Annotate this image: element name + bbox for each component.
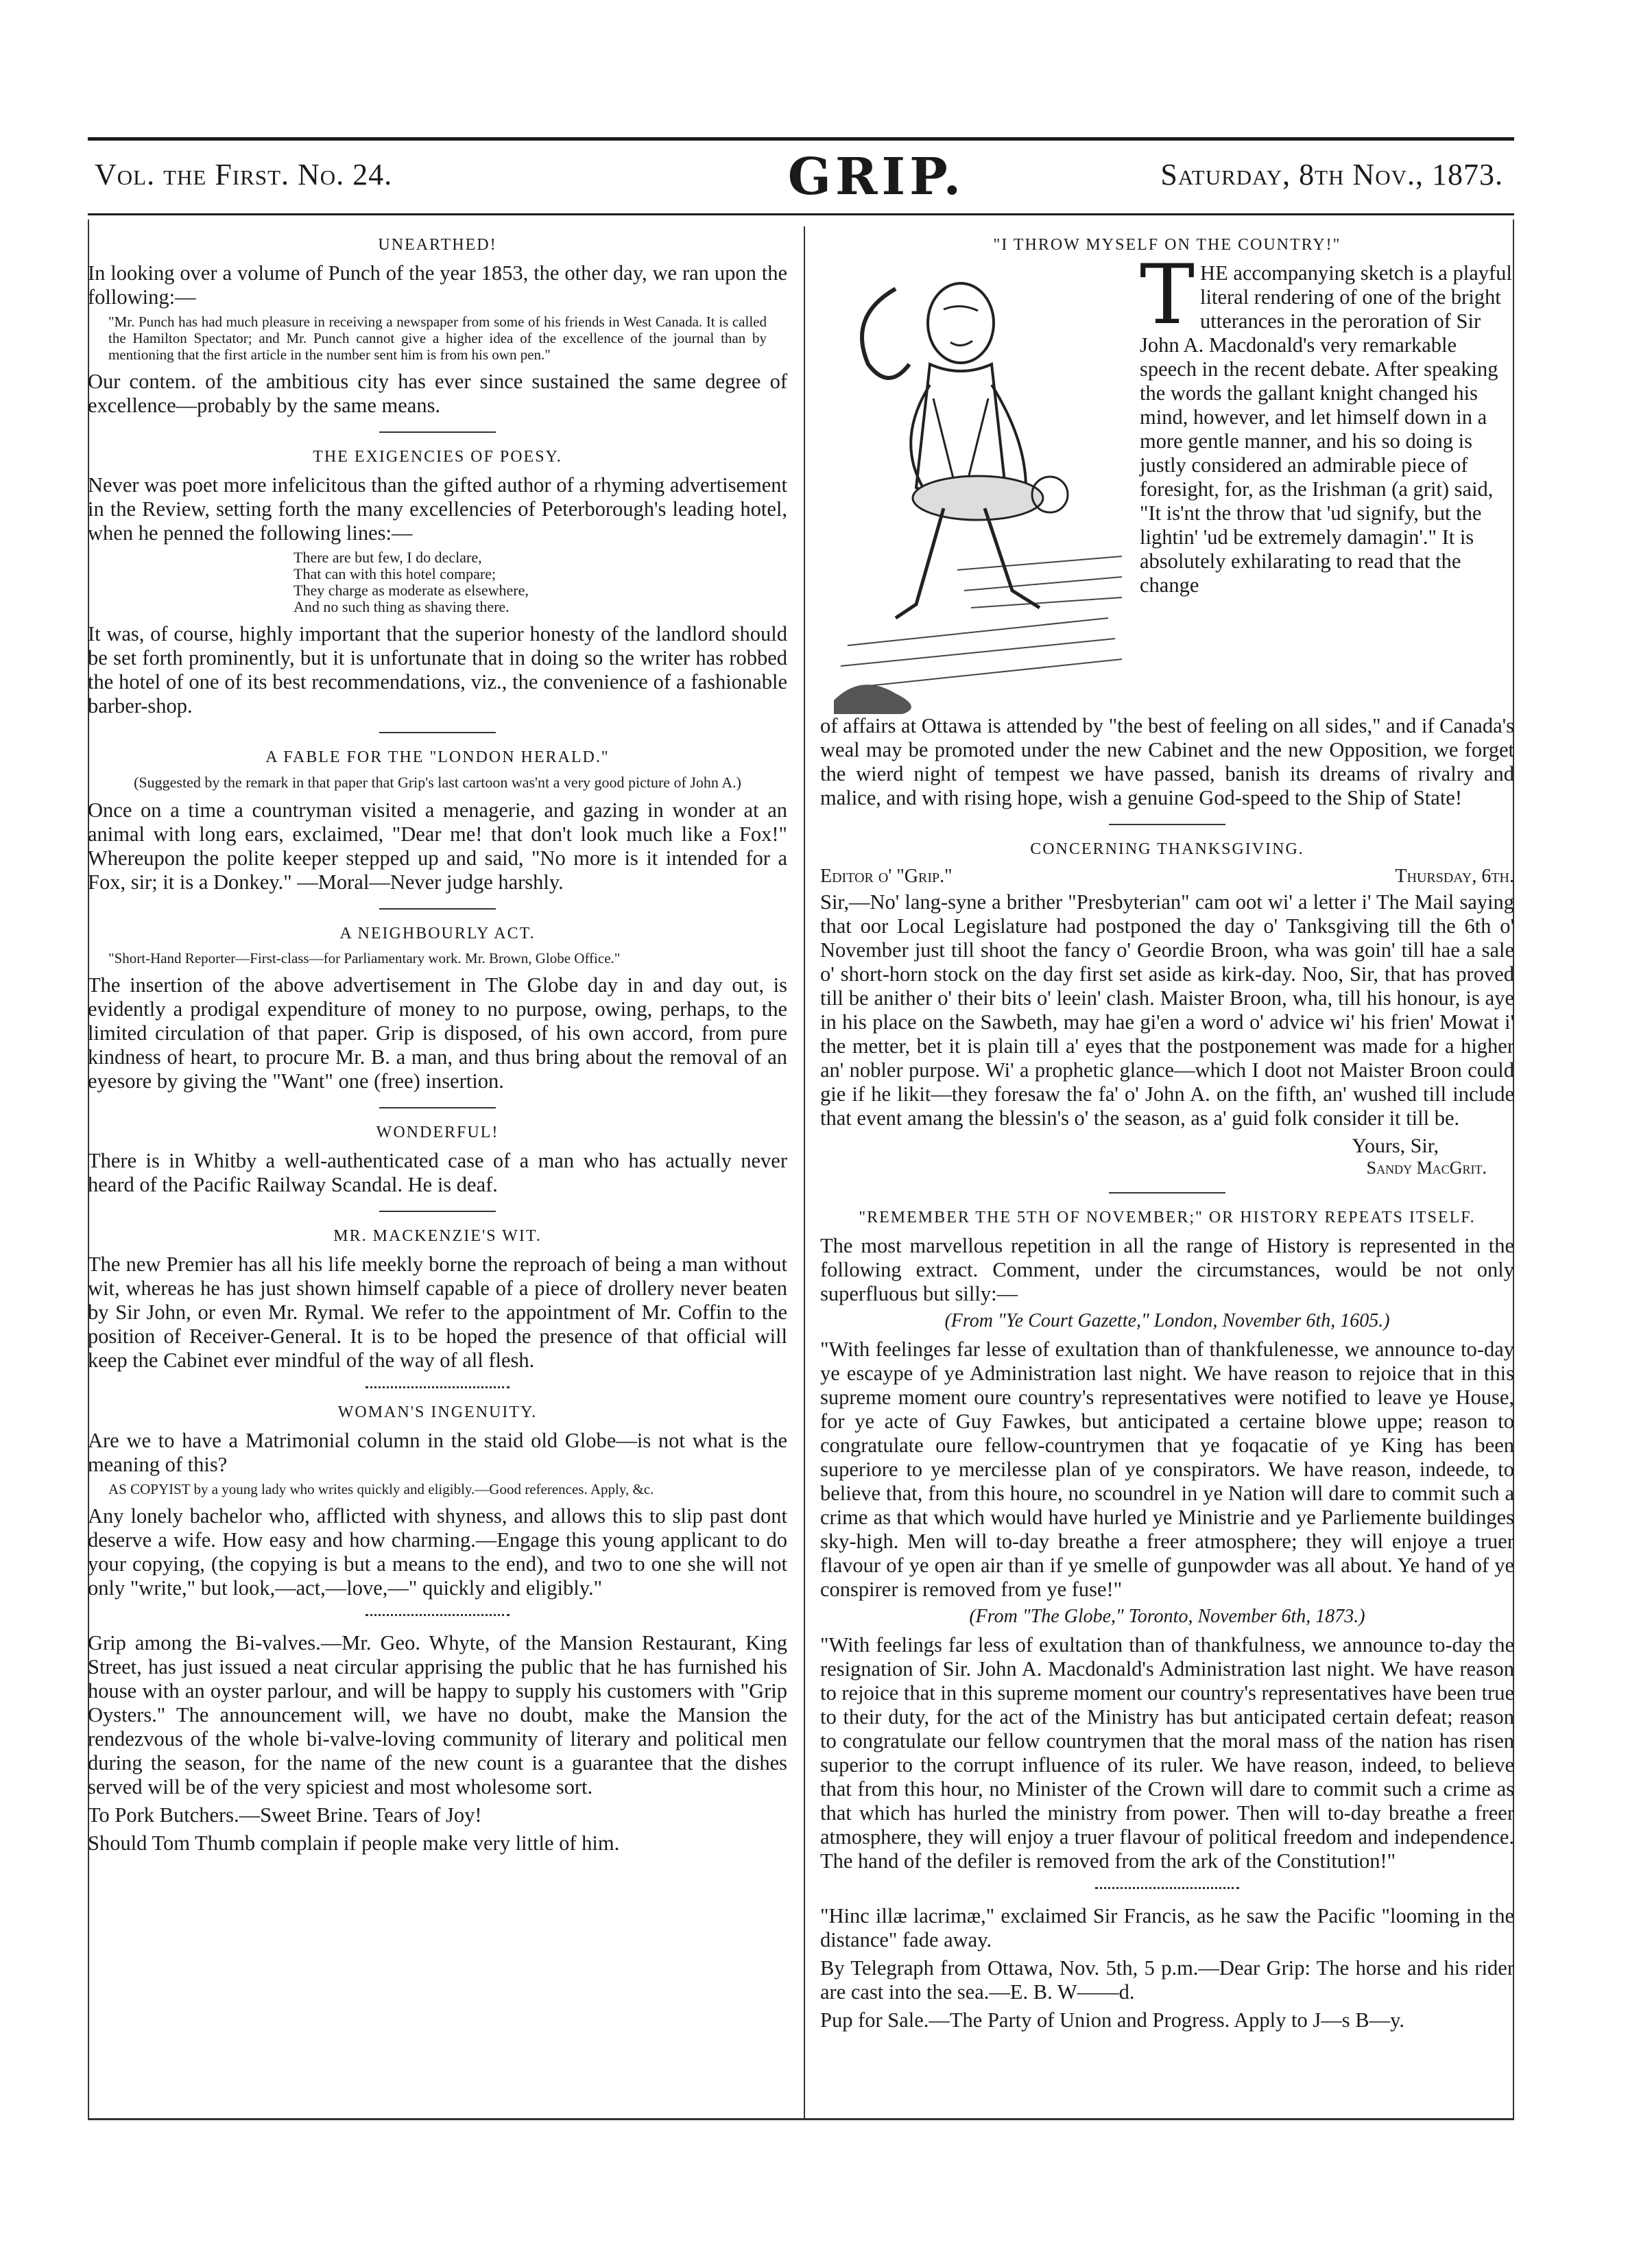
section-divider <box>379 1107 496 1108</box>
quoted-passage: "Mr. Punch has had much pleasure in receiving a newspaper from some of his friends in West Canada. It is called the Hamilton Spectator; and Mr. Punch cannot give a higher idea of the excellence of the journal than by mentioning that the first article in the number sent him is from his own pen." <box>108 313 767 363</box>
article-heading: WONDERFUL! <box>376 1124 499 1141</box>
article-exigencies <box>88 448 787 718</box>
article-paragraph: Sir,—No' lang-syne a brither "Presbyterian" cam oot wi' a letter i' The Mail saying that oor Local Legislature had postponed the day o' Tanksgiving till the 6th o' November just till shoot the fancy o' Geordie Broon, wha was goin' till hae a sale o' short-horn stock on the day first set aside as kirk-day. Noo, Sir, that has proved till be anither o' their bits o' leein' clash. Maister Broon, wha, till his honour, is aye in his place on the Sawbeth, may hae gi'en a word o' advice wi' his frien' Mowat i' the metter, bet it is plain till a' eyes that the postponement was made for a higher an' nobler purpose. Wi' a prophetic glance—which I doot not Maister Broon could gie if he likit—they foresaw the fa' o' John A. on the fifth, an' wushed till include that event amang the blessin's o' the season, as a' guid folk consider it till be. <box>820 890 1514 1130</box>
article-paragraph: In looking over a volume of Punch of the year 1853, the other day, we ran upon the following:— <box>88 261 787 309</box>
article-paragraph: Any lonely bachelor who, afflicted with shyness, and allows this to slip past dont deserve a wife. How easy and how charming.—Engage this young applicant to do your copying, (the copying is but a means to the end), and two to one she will not only "write," but look,—act,—love,—" quickly and eligibly." <box>88 1504 787 1600</box>
left-column <box>88 236 787 1860</box>
article-paragraph: Should Tom Thumb complain if people make very little of him. <box>88 1831 620 1855</box>
illustration-side-text <box>1140 248 1514 602</box>
letter-date: Thursday, 6th. <box>1395 866 1514 887</box>
article-paragraph: "With feelings far less of exultation than of thankfulness, we announce to-day the resignation of Sir. John A. Macdonald's Administration last night. We have reason to rejoice that in this supreme moment our country's representatives have been true to their duty, for the act of the Ministry has but anticipated certain defeat; reason to congratulate our fellow countrymen that the moral mass of the nation has risen superior to the corrupt influence of its ruler. We have reason, indeed, to believe that from this hour, no Minister of the Crown will dare to commit such a crime as that which has hurled the ministry from power. Then will to-day breathe a freer atmosphere, they will enjoy a truer flavour of political freedom and independence. The hand of the defiler is removed from the ark of the Constitution!" <box>820 1633 1514 1873</box>
masthead <box>88 137 1514 215</box>
extract-source: (From "The Globe," Toronto, November 6th, 1873.) <box>969 1606 1365 1627</box>
article-subheading: (Suggested by the remark in that paper that Grip's last cartoon was'nt a very good picture of John A.) <box>134 774 741 791</box>
section-divider <box>379 1211 496 1212</box>
section-divider <box>366 1614 510 1616</box>
section-divider <box>1095 1887 1239 1889</box>
article-fable <box>88 748 787 894</box>
article-throw <box>820 236 1514 810</box>
section-divider <box>379 732 496 733</box>
article-heading: A NEIGHBOURLY ACT. <box>339 925 536 942</box>
article-heading: A FABLE FOR THE "LONDON HERALD." <box>265 748 610 766</box>
article-paragraph: "Hinc illæ lacrimæ," exclaimed Sir Francis, as he saw the Pacific "looming in the distance" fade away. <box>820 1904 1514 1951</box>
article-paragraph: Grip among the Bi-valves.—Mr. Geo. Whyte, of the Mansion Restaurant, King Street, has just issued a neat circular apprising the public that he has furnished his house with an oyster parlour, and will be happy to supply his customers with "Grip Oysters." The announcement will, we have no doubt, make the Mansion the rendezvous of the whole bi-valve-loving community of literary and political men during the season, for the name of the new count is a guarantee that the dishes served will be of the very spiciest and most wholesome sort. <box>88 1631 787 1799</box>
letter-addressee: Editor o' "Grip." <box>820 866 953 887</box>
verse-line: They charge as moderate as elsewhere, <box>294 582 529 599</box>
article-paragraph: Pup for Sale.—The Party of Union and Progress. Apply to J—s B—y. <box>820 2008 1404 2032</box>
article-remember <box>820 1209 1514 1873</box>
article-paragraph: The new Premier has all his life meekly borne the reproach of being a man without wit, whereas he has just shown himself capable of a piece of drollery never beaten by Sir John, or even Mr. Rymal. We refer to the appointment of Mr. Coffin to the position of Receiver-General. It is to be hoped the presence of that official will keep the Cabinet ever mindful of the way of all flesh. <box>88 1253 787 1372</box>
letter-header <box>820 866 1514 888</box>
article-paragraph: Once on a time a countryman visited a menagerie, and gazing in wonder at an animal with long ears, exclaimed, "Dear me! that don't look much like a Fox!" Whereupon the polite keeper stepped up and said, "No more is it intended for a Fox, sir; it is a Donkey." —Moral—Never judge harshly. <box>88 798 787 894</box>
verse-line: That can with this hotel compare; <box>294 565 496 582</box>
verse-line: And no such thing as shaving there. <box>294 598 510 615</box>
article-neighbourly <box>88 925 787 1093</box>
article-paragraph: It was, of course, highly important that the superior honesty of the landlord should be set forth prominently, but it is unfortunate that in doing so the writer has robbed the hotel of one of its best recommendations, viz., the convenience of a fashionable barber-shop. <box>88 622 787 717</box>
article-paragraph: Our contem. of the ambitious city has ever since sustained the same degree of excellence—probably by the same means. <box>88 370 787 417</box>
article-paragraph: of affairs at Ottawa is attended by "the best of feeling on all sides," and if Canada's weal may be promoted under the new Cabinet and the new Opposition, we forget the wierd night of tempest we have passed, banish its dreams of rivalry and malice, and with rising hope, wish a genuine God-speed to the Ship of State! <box>820 714 1514 809</box>
illustration-block <box>820 248 1514 714</box>
article-paragraph: To Pork Butchers.—Sweet Brine. Tears of Joy! <box>88 1803 482 1827</box>
article-paragraph: Never was poet more infelicitous than the gifted author of a rhyming advertisement in the Review, setting forth the many excellencies of Peterborough's leading hotel, when he penned the following lines:— <box>88 473 787 545</box>
right-column <box>820 236 1514 2037</box>
article-paragraph: There is in Whitby a well-authenticated case of a man who has actually never heard of the Pacific Railway Scandal. He is deaf. <box>88 1149 787 1196</box>
article-heading: "I THROW MYSELF ON THE COUNTRY!" <box>993 236 1341 254</box>
article-unearthed <box>88 236 787 418</box>
article-paragraph: The most marvellous repetition in all the range of History is represented in the following extract. Comment, under the circumstances, would be not only superfluous but silly:— <box>820 1234 1514 1305</box>
issue-date: Saturday, 8th Nov., 1873. <box>1160 158 1503 191</box>
section-divider <box>1109 824 1225 825</box>
volume-number: Vol. the First. No. 24. <box>95 158 393 191</box>
quoted-advertisement: "Short-Hand Reporter—First-class—for Parliamentary work. Mr. Brown, Globe Office." <box>108 950 621 966</box>
drop-cap: T <box>1140 248 1195 343</box>
letter-signature: Sandy MacGrit. <box>1366 1158 1487 1178</box>
article-woman <box>88 1403 787 1600</box>
article-wonderful <box>88 1124 787 1197</box>
verse-line: There are but few, I do declare, <box>294 549 482 566</box>
section-divider <box>379 431 496 433</box>
article-bivalves <box>88 1631 787 1855</box>
article-misc <box>820 1904 1514 2032</box>
article-paragraph: Are we to have a Matrimonial column in the staid old Globe—is not what is the meaning of this? <box>88 1429 787 1476</box>
article-paragraph: HE accompanying sketch is a playful literal rendering of one of the bright utterances in the peroration of Sir John A. Macdonald's very remarkable speech in the recent debate. After speaking the words the gallant knight changed his mind, however, and let himself down in a more gentle manner, and his so doing is justly considered an admirable piece of foresight, for, as the Irishman (a grit) said, "It is'nt the throw that 'ud signify, but the lightin' 'ud be extremely damagin'." It is absolutely exhilarating to read that the change <box>1140 261 1512 597</box>
quoted-advertisement: AS COPYIST by a young lady who writes quickly and eligibly.—Good references. Apply, &c. <box>108 1481 654 1497</box>
article-mackenzie <box>88 1227 787 1373</box>
article-heading: UNEARTHED! <box>378 236 497 254</box>
letter-closing: Yours, Sir, <box>1352 1135 1439 1157</box>
section-divider <box>1109 1192 1225 1194</box>
newspaper-title: GRIP. <box>787 147 966 206</box>
article-heading: "REMEMBER THE 5TH OF NOVEMBER;" OR HISTORY REPEATS ITSELF. <box>859 1209 1476 1226</box>
page-border-bottom <box>88 2118 1514 2120</box>
article-paragraph: By Telegraph from Ottawa, Nov. 5th, 5 p.m.—Dear Grip: The horse and his rider are cast into the sea.—E. B. W——d. <box>820 1956 1514 2004</box>
verse-block <box>294 549 787 615</box>
article-paragraph: The insertion of the above advertisement in The Globe day in and day out, is evidently a prodigal expenditure of money to no purpose, owing, perhaps, to the limited circulation of that paper. Grip is disposed, of his own accord, from pure kindness of heart, to procure Mr. B. a man, and thus bring about the removal of an eyesore by giving the "Want" one (free) insertion. <box>88 973 787 1093</box>
article-paragraph: "With feelinges far lesse of exultation than of thankfulenesse, we announce to-day ye escaype of ye Administration last night. We have reason to rejoice that in this supreme moment oure country's representatives were notified to leave ye House, for ye acte of Guy Fawkes, but anticipated a certaine blowe uppe; reason to congratulate oure fellow-countrymen that ye foqacatie of ye King has been superiore to ye mercilesse plan of ye conspirators. We have reason, indeede, to believe that, from this houre, no scoundrel in ye Nation will dare to commit such a crime as that which would have hurled ye Ministrie and ye Parliemente buildinges sky-high. Men will to-day breathe a freer atmosphere; they will enjoye a truer flavour of ye open air than if ye smelle of gunpowder was all about. Ye hand of ye conspirer is removed from ye fuse!" <box>820 1338 1514 1601</box>
extract-source: (From "Ye Court Gazette," London, November 6th, 1605.) <box>944 1310 1390 1331</box>
column-rule <box>804 226 805 2120</box>
article-heading: MR. MACKENZIE'S WIT. <box>333 1227 542 1245</box>
article-heading: THE EXIGENCIES OF POESY. <box>313 448 562 466</box>
article-heading: WOMAN'S INGENUITY. <box>337 1403 538 1421</box>
article-heading: CONCERNING THANKSGIVING. <box>1030 840 1304 858</box>
article-thanksgiving <box>820 840 1514 1178</box>
section-divider <box>366 1386 510 1388</box>
section-divider <box>379 908 496 910</box>
cartoon-illustration <box>820 261 1129 714</box>
